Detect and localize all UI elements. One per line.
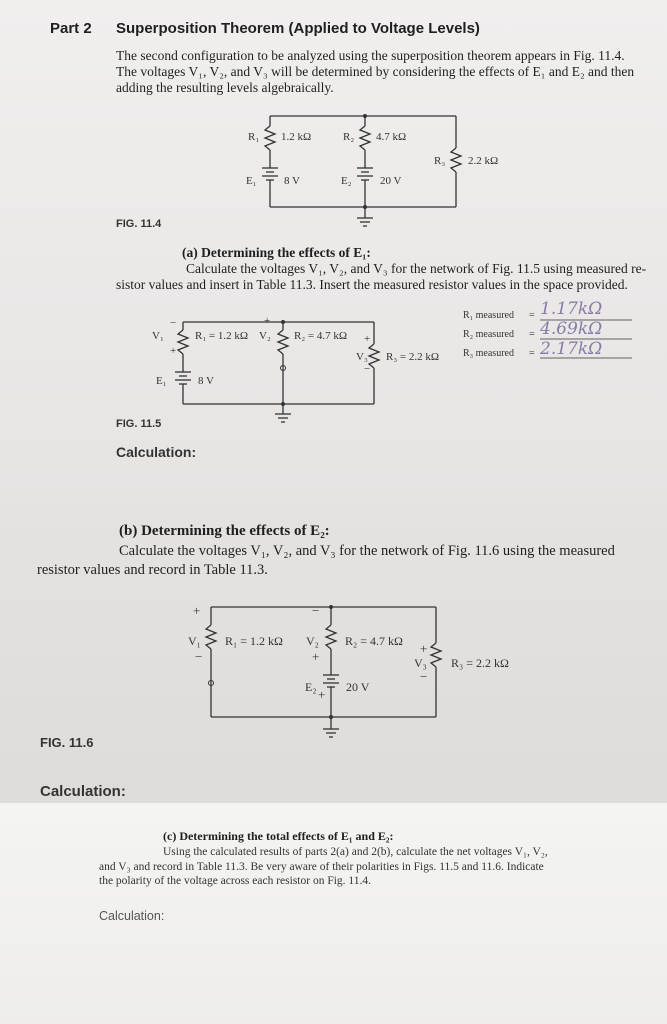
svg-text:+: + bbox=[420, 641, 428, 656]
part-a-heading: (a) Determining the effects of E₁: bbox=[182, 245, 371, 260]
fig-11-5-label: FIG. 11.5 bbox=[116, 418, 162, 430]
fig-11-4-label: FIG. 11.4 bbox=[116, 218, 162, 230]
part-c-line: Using the calculated results of parts 2(a) and 2(b), calculate the net voltages V₁, V₂, bbox=[163, 846, 548, 858]
fig-11-5-schematic bbox=[0, 0, 667, 503]
r3-measured-value: 2.17kΩ bbox=[540, 339, 603, 359]
fig6-e2-value: 20 V bbox=[346, 680, 370, 694]
part-b-line: Calculate the voltages V₁, V₂, and V₃ for the network of Fig. 11.6 using the measured bbox=[119, 543, 615, 559]
fig4-r2-value: 4.7 kΩ bbox=[376, 131, 407, 143]
svg-text:+: + bbox=[264, 315, 271, 327]
r3-measured-label: R₃ measured bbox=[463, 348, 514, 359]
photo-section-1 bbox=[0, 0, 667, 503]
part-c-line: and V₃ and record in Table 11.3. Be very aware of their polarities in Figs. 11.5 and 11.6. Indicate bbox=[99, 860, 544, 873]
svg-text:+: + bbox=[312, 649, 320, 664]
photo-section-2 bbox=[0, 503, 667, 803]
r2-measured-label: R₂ measured bbox=[463, 329, 514, 340]
r3-measured-eq: = bbox=[529, 348, 535, 359]
part-c-paragraph bbox=[99, 845, 659, 889]
fig6-v1: V₁ bbox=[188, 634, 201, 648]
calc-b-label: Calculation: bbox=[40, 783, 126, 800]
r1-measured-value: 1.17kΩ bbox=[540, 299, 603, 319]
r1-measured-label: R₁ measured bbox=[463, 310, 514, 321]
fig-11-6-label: FIG. 11.6 bbox=[40, 735, 94, 750]
intro-line: The voltages V₁, V₂, and V₃ will be determined by considering the effects of E₁ and E₂ and then bbox=[116, 64, 635, 79]
fig5-r2: R₂ = 4.7 kΩ bbox=[294, 330, 348, 342]
r2-measured-value: 4.69kΩ bbox=[540, 319, 603, 339]
fig4-r1-label: R₁ bbox=[248, 131, 260, 143]
part-c-line: the polarity of the voltage across each resistor on Fig. 11.4. bbox=[99, 875, 371, 887]
svg-text:−: − bbox=[364, 363, 371, 375]
fig5-v2: V₂ bbox=[259, 330, 271, 342]
fig6-r3: R₃ = 2.2 kΩ bbox=[451, 656, 509, 670]
fig5-r1: R₁ = 1.2 kΩ bbox=[195, 330, 249, 342]
svg-text:+: + bbox=[193, 603, 201, 618]
fig5-e1-value: 8 V bbox=[198, 375, 214, 387]
svg-text:+: + bbox=[170, 345, 177, 357]
part-b-heading: (b) Determining the effects of E₂: bbox=[119, 523, 330, 539]
fig6-v2: V₂ bbox=[306, 634, 319, 648]
photo-section-3 bbox=[0, 803, 667, 1024]
fig4-r1-value: 1.2 kΩ bbox=[281, 131, 312, 143]
part-a-line: Calculate the voltages V₁, V₂, and V₃ for the network of Fig. 11.5 using measured re- bbox=[186, 261, 647, 276]
fig4-e1-value: 8 V bbox=[284, 175, 300, 187]
fig4-r3-value: 2.2 kΩ bbox=[468, 155, 499, 167]
calc-c-label: Calculation: bbox=[99, 909, 165, 923]
part-c-heading: (c) Determining the total effects of E₁ and E₂: bbox=[163, 829, 394, 843]
part-label: Part 2 bbox=[50, 20, 92, 37]
fig5-v1: V₁ bbox=[152, 330, 164, 342]
fig5-v3: V₃ bbox=[356, 351, 368, 363]
fig4-e1-label: E₁ bbox=[246, 175, 257, 187]
fig4-e2-value: 20 V bbox=[380, 175, 402, 187]
fig6-v3: V₃ bbox=[414, 656, 427, 670]
svg-text:+: + bbox=[318, 687, 326, 702]
svg-text:−: − bbox=[420, 669, 428, 684]
r1-measured-eq: = bbox=[529, 310, 535, 321]
svg-text:−: − bbox=[195, 649, 203, 664]
calc-a-label: Calculation: bbox=[116, 444, 197, 460]
fig6-r1: R₁ = 1.2 kΩ bbox=[225, 634, 283, 648]
svg-text:−: − bbox=[312, 603, 320, 618]
svg-text:+: + bbox=[364, 333, 371, 345]
part-a-line: sistor values and insert in Table 11.3. Insert the measured resistor values in the space provided. bbox=[116, 277, 628, 292]
svg-text:−: − bbox=[170, 317, 177, 329]
fig5-e1: E₁ bbox=[156, 375, 167, 387]
part-b-line: resistor values and record in Table 11.3. bbox=[37, 562, 268, 578]
part-title: Superposition Theorem (Applied to Voltage Levels) bbox=[116, 20, 480, 37]
fig4-r2-label: R₂ bbox=[343, 131, 355, 143]
fig4-e2-label: E₂ bbox=[341, 175, 352, 187]
fig5-r3: R₃ = 2.2 kΩ bbox=[386, 351, 440, 363]
r2-measured-eq: = bbox=[529, 329, 535, 340]
fig-11-6-schematic bbox=[0, 503, 667, 803]
fig4-r3-label: R₃ bbox=[434, 155, 446, 167]
intro-line: The second configuration to be analyzed using the superposition theorem appears in Fig. 11.4. bbox=[116, 48, 625, 63]
fig6-e2: E₂ bbox=[305, 680, 317, 694]
fig6-r2: R₂ = 4.7 kΩ bbox=[345, 634, 403, 648]
intro-line: adding the resulting levels algebraically. bbox=[116, 80, 334, 95]
